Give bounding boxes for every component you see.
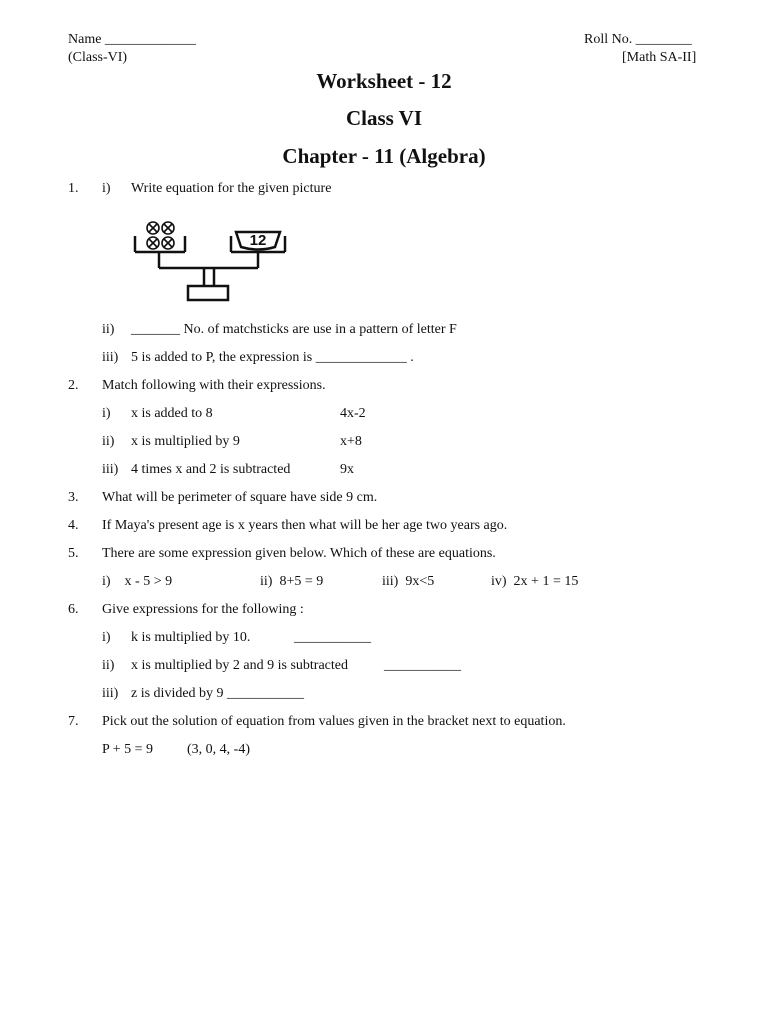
q3-text: What will be perimeter of square have side 9 cm. — [102, 490, 378, 505]
q7-values: (3, 0, 4, -4) — [187, 742, 250, 757]
q7-number: 7. — [68, 714, 79, 729]
q6-row-text: k is multiplied by 10. — [131, 630, 251, 645]
q6-text: Give expressions for the following : — [102, 602, 304, 617]
q1-iii-roman: iii) — [102, 350, 119, 365]
q2-row-roman: i) — [102, 406, 111, 421]
q5-option: i) x - 5 > 9 — [102, 574, 173, 589]
class-label: (Class-VI) — [68, 50, 128, 65]
chapter-title: Chapter - 11 (Algebra) — [282, 144, 486, 168]
q5-text: There are some expression given below. Which of these are equations. — [102, 546, 496, 561]
q2-row-right: 9x — [340, 462, 354, 477]
q2-row-left: x is added to 8 — [131, 406, 213, 421]
q1-iii-text: 5 is added to P, the expression is _____________ . — [131, 350, 414, 365]
q2-row-roman: ii) — [102, 434, 115, 449]
q6-row-blank: ___________ — [294, 630, 371, 645]
q4-number: 4. — [68, 518, 79, 533]
q1-number: 1. — [68, 181, 79, 196]
q5-number: 5. — [68, 546, 79, 561]
q6-row-roman: iii) — [102, 686, 119, 701]
exam-label: [Math SA-II] — [622, 50, 697, 65]
q2-row-roman: iii) — [102, 462, 119, 477]
pan-value-label: 12 — [249, 232, 267, 249]
q4-text: If Maya's present age is x years then what will be her age two years ago. — [102, 518, 508, 533]
q2-row-right: x+8 — [340, 434, 362, 449]
worksheet-title: Worksheet - 12 — [316, 69, 452, 93]
q6-row-roman: i) — [102, 630, 111, 645]
name-field-label: Name _____________ — [68, 32, 196, 47]
q3-number: 3. — [68, 490, 79, 505]
q1-i-roman: i) — [102, 181, 111, 196]
q2-number: 2. — [68, 378, 79, 393]
q5-option: ii) 8+5 = 9 — [260, 574, 324, 589]
q7-text: Pick out the solution of equation from values given in the bracket next to equation. — [102, 714, 566, 729]
q2-row-left: 4 times x and 2 is subtracted — [131, 462, 291, 477]
q2-row-left: x is multiplied by 9 — [131, 434, 240, 449]
q6-row-text: z is divided by 9 ___________ — [131, 686, 305, 701]
q5-option: iv) 2x + 1 = 15 — [491, 574, 579, 589]
q1-i-text: Write equation for the given picture — [131, 181, 332, 196]
q5-option: iii) 9x<5 — [382, 574, 435, 589]
q2-row-right: 4x-2 — [340, 406, 366, 421]
balance-scale-figure — [128, 212, 298, 312]
roll-number-label: Roll No. ________ — [584, 32, 692, 47]
q1-ii-roman: ii) — [102, 322, 115, 337]
q6-row-roman: ii) — [102, 658, 115, 673]
q7-equation: P + 5 = 9 — [102, 742, 154, 757]
q6-number: 6. — [68, 602, 79, 617]
q1-ii-text: _______ No. of matchsticks are use in a pattern of letter F — [131, 322, 457, 337]
q2-text: Match following with their expressions. — [102, 378, 326, 393]
x-ball-icons — [147, 222, 174, 249]
q6-row-text: x is multiplied by 2 and 9 is subtracted — [131, 658, 348, 673]
q6-row-blank: ___________ — [384, 658, 461, 673]
class-title: Class VI — [345, 106, 423, 130]
